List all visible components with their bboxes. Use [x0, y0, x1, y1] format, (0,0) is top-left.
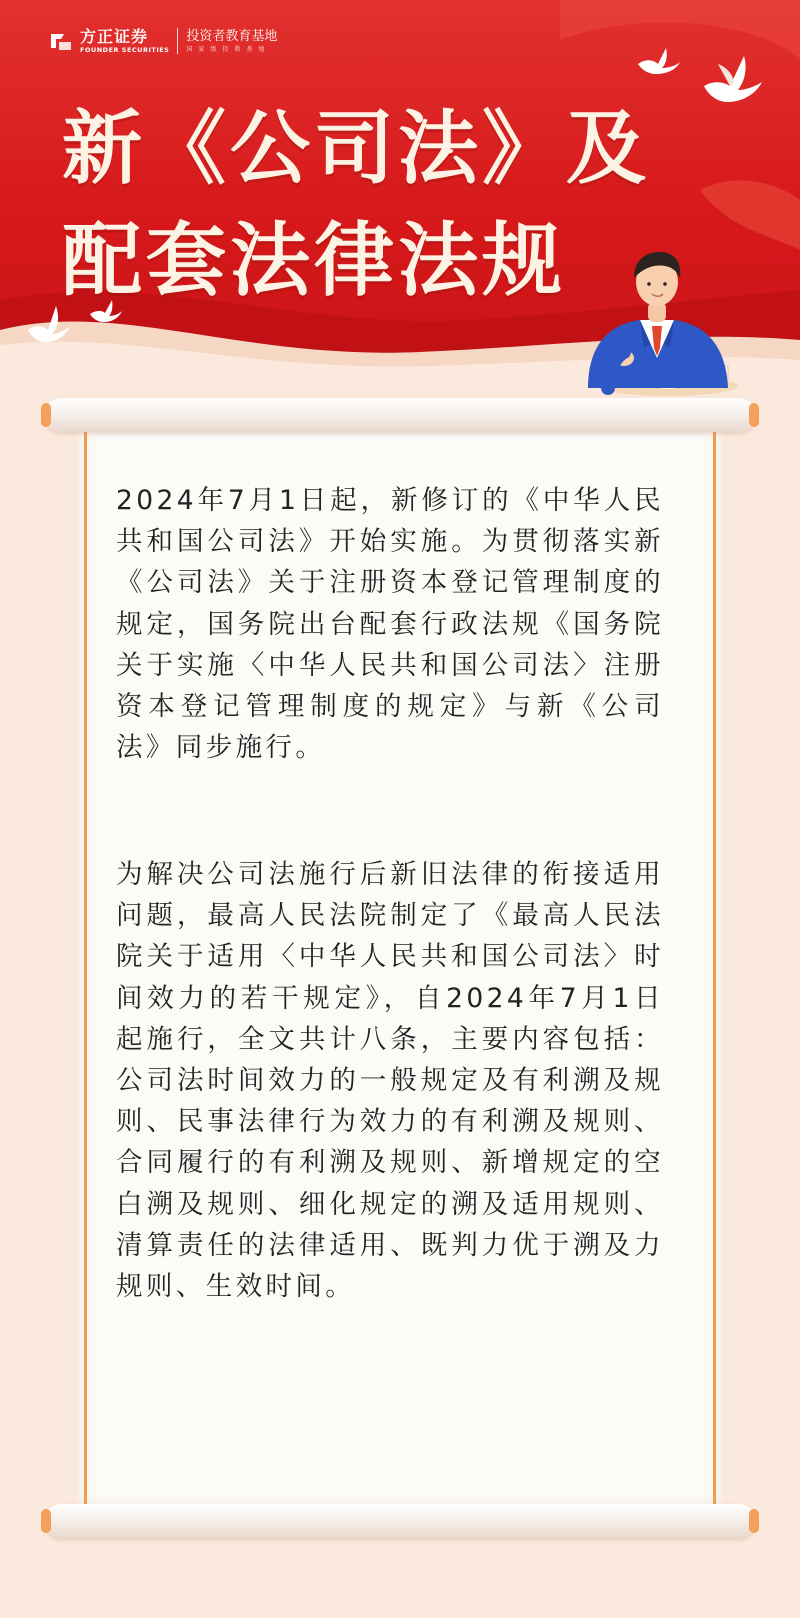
logo-brand-english: FOUNDER SECURITIES [80, 46, 170, 54]
logo-edu-title: 投资者教育基地 [186, 28, 278, 44]
logo-edu-subtitle: 国家级投教基地 [186, 45, 271, 53]
logo-brand-name: 方正证券 [80, 27, 149, 46]
scroll-rod-cap [41, 403, 51, 427]
article-paragraph: 为解决公司法施行后新旧法律的衔接适用问题，最高人民法院制定了《最高人民法院关于适用〈中华人民共和国公司法〉时间效力的若干规定》，自2024年7月1日起施行，全文共计八条，主要内容包括：公司法时间效力的一般规定及有利溯及规则、民事法律行为效力的有利溯及规则、合同履行的有利溯及规则、新增规定的空白溯及规则、细化规定的溯及适用规则、清算责任的法律适用、既判力优于溯及力规则、生效时间。 [116, 859, 664, 1303]
article-paragraph: 2024年7月1日起，新修订的《中华人民共和国公司法》开始实施。为贯彻落实新《公司法》关于注册资本登记管理制度的规定，国务院出台配套行政法规《国务院关于实施〈中华人民共和国公司法〉注册资本登记管理制度的规定》与新《公司法》同步施行。 [116, 485, 664, 764]
scroll-rod-bottom [44, 1504, 756, 1538]
scroll-border-right [713, 426, 716, 1508]
brand-logo [48, 28, 277, 54]
page-title-line1: 新《公司法》及 [62, 102, 650, 195]
dove-icon [88, 298, 124, 324]
businessman-illustration [578, 248, 738, 398]
scroll-rod-cap [749, 1509, 759, 1533]
scroll-border-left [84, 426, 87, 1508]
scroll-rod-cap [41, 1509, 51, 1533]
scroll-rod-top [44, 398, 756, 432]
dove-icon [636, 44, 682, 78]
founder-logo-icon [48, 28, 74, 54]
dove-icon [700, 52, 764, 112]
page-title-line2: 配套法律法规 [62, 214, 566, 307]
scroll-rod-cap [749, 403, 759, 427]
dove-icon [24, 300, 72, 348]
logo-divider [177, 28, 178, 54]
